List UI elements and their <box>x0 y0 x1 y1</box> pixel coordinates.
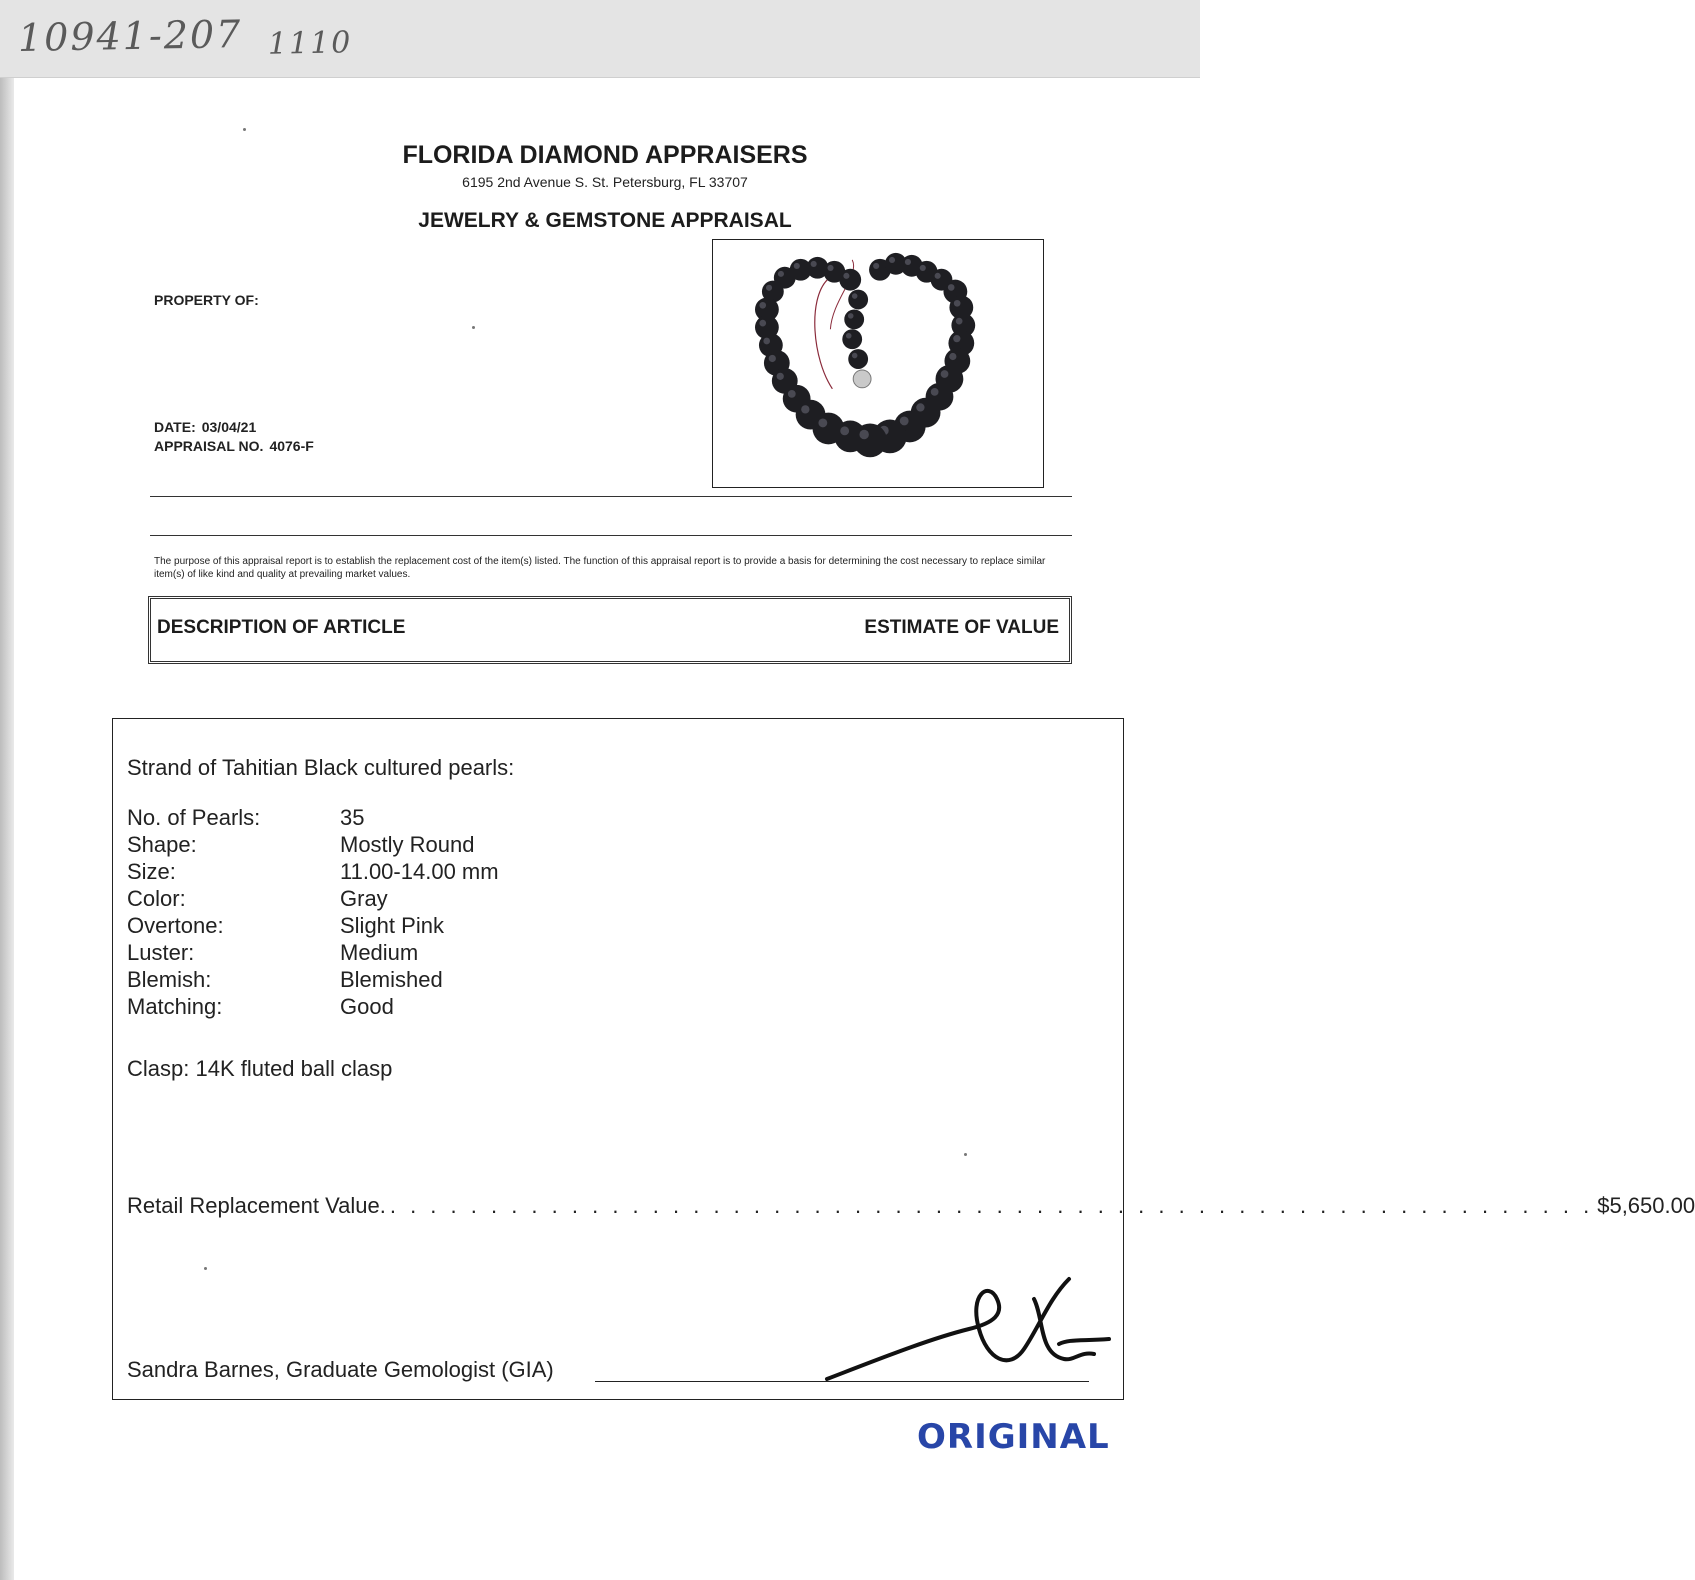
pearl-highlight <box>811 261 817 267</box>
attribute-label: Color: <box>127 886 186 911</box>
date-label: DATE: <box>154 419 196 435</box>
pearl-highlight <box>920 265 926 271</box>
pearl-highlight <box>763 338 770 345</box>
ball-clasp <box>853 370 871 388</box>
pearl-highlight <box>788 390 796 398</box>
pearl-highlight <box>931 388 939 396</box>
handwritten-signature <box>819 1259 1119 1399</box>
scan-speck <box>243 128 246 131</box>
pearl-highlight <box>941 370 949 378</box>
pearl-highlight <box>848 313 854 319</box>
pearl <box>848 290 868 310</box>
attribute-value: Blemished <box>340 967 443 992</box>
pearl-highlight <box>846 333 852 339</box>
article-header-box <box>148 596 1072 664</box>
pearl-highlight <box>953 335 960 342</box>
attribute-value: 11.00-14.00 mm <box>340 859 499 884</box>
clasp-description: Clasp: 14K fluted ball clasp <box>127 1056 393 1081</box>
appraisal-number-row <box>154 438 314 454</box>
scan-speck <box>472 326 475 329</box>
attribute-value: Slight Pink <box>340 913 444 938</box>
original-stamp: ORIGINAL <box>917 1417 1110 1457</box>
pearl <box>853 424 887 458</box>
attribute-label: Luster: <box>127 940 195 965</box>
pearl-highlight <box>916 403 924 411</box>
pearl-highlight <box>769 355 776 362</box>
attribute-value: Good <box>340 994 394 1019</box>
date-row <box>154 419 256 435</box>
pearl-highlight <box>949 353 956 360</box>
attribute-label: Overtone: <box>127 913 224 938</box>
date-value: 03/04/21 <box>201 419 257 435</box>
attribute-label: Matching: <box>127 994 223 1019</box>
scan-speck <box>204 1267 207 1270</box>
estimate-of-value-heading: ESTIMATE OF VALUE <box>864 617 1059 638</box>
attribute-label: No. of Pearls: <box>127 805 261 830</box>
pearl-highlight <box>935 273 941 279</box>
pearl-highlight <box>801 405 809 413</box>
pearl-highlight <box>859 430 868 439</box>
divider-line <box>150 535 1072 536</box>
attribute-value: 35 <box>340 805 365 830</box>
pearl-highlight <box>873 263 879 269</box>
signature-line <box>595 1381 1089 1382</box>
handwritten-number-note: 1110 <box>267 25 353 62</box>
retail-replacement-value-row <box>127 1193 1695 1219</box>
pearl <box>842 329 862 349</box>
pearl <box>839 269 861 291</box>
appraisal-number-value: 4076-F <box>269 438 314 454</box>
pearl-highlight <box>954 300 961 307</box>
pearl-highlight <box>840 426 849 435</box>
handwritten-reference-note: 10941-207 <box>17 12 243 60</box>
attribute-label: Size: <box>127 859 176 884</box>
pearl-highlight <box>956 318 963 325</box>
pearl <box>844 309 864 329</box>
pearl-highlight <box>759 320 766 327</box>
appraisal-number-label: APPRAISAL NO. <box>154 438 264 454</box>
purpose-statement: The purpose of this appraisal report is to establish the replacement cost of the item(s) listed. The function of this appraisal report is to provide a basis for determining the cost necessary to replace similar item(s) of like kind and quality at prevailing market values. <box>154 556 1046 580</box>
article-intro: Strand of Tahitian Black cultured pearls: <box>127 755 515 780</box>
company-name: FLORIDA DIAMOND APPRAISERS <box>402 141 808 169</box>
dot-leader: . . . . . . . . . . . . . . . . . . . . . . . . . . . . . . . . . . . . . . . . . . . . . . . . . . . . . . . . . . . . <box>389 1193 1594 1218</box>
retail-value-label: Retail Replacement Value. <box>127 1193 386 1218</box>
pearl <box>848 349 868 369</box>
pearl-highlight <box>778 271 784 277</box>
pearl-highlight <box>759 302 766 309</box>
pearl-highlight <box>794 263 800 269</box>
description-box <box>112 718 1695 1400</box>
pearl-highlight <box>905 259 911 265</box>
scan-speck <box>964 1153 967 1156</box>
pearl-highlight <box>948 284 955 291</box>
pearl-highlight <box>852 293 858 299</box>
pearl-highlight <box>843 273 849 279</box>
pearl-necklace-image <box>713 240 1043 487</box>
pearl-highlight <box>818 418 827 427</box>
gemologist-name: Sandra Barnes, Graduate Gemologist (GIA) <box>127 1357 554 1382</box>
pearl-necklace-photo <box>712 239 1044 488</box>
property-of-label: PROPERTY OF: <box>154 292 259 308</box>
attribute-label: Shape: <box>127 832 197 857</box>
attribute-value: Medium <box>340 940 419 965</box>
pearl-highlight <box>766 285 772 291</box>
pearl-highlight <box>852 353 858 359</box>
retail-value-amount: $5,650.00 <box>1597 1193 1695 1218</box>
company-address: 6195 2nd Avenue S. St. Petersburg, FL 33707 <box>462 174 748 190</box>
document-title: JEWELRY & GEMSTONE APPRAISAL <box>418 209 792 232</box>
attribute-value: Gray <box>340 886 388 911</box>
pearl-highlight <box>889 257 895 263</box>
pearl-highlight <box>827 265 833 271</box>
scan-left-margin <box>0 78 14 1580</box>
description-of-article-heading: DESCRIPTION OF ARTICLE <box>157 617 406 638</box>
divider-line <box>150 496 1072 497</box>
attribute-label: Blemish: <box>127 967 212 992</box>
attribute-value: Mostly Round <box>340 832 475 857</box>
pearl-highlight <box>777 373 784 380</box>
